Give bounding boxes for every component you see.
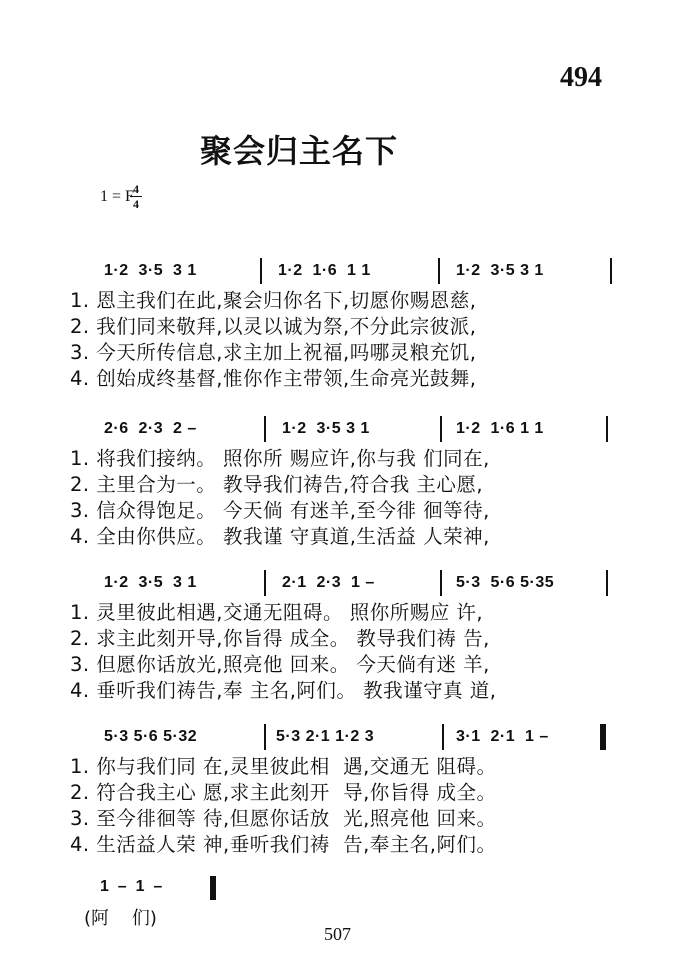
lyric-verse-3: 3. 至今徘徊等 待,但愿你话放 光,照亮他 回来。 bbox=[70, 807, 497, 830]
key-signature: 1 = F bbox=[100, 188, 134, 205]
lyric-verse-3: 3. 信众得饱足。 今天倘 有迷羊,至今徘 徊等待, bbox=[70, 499, 490, 522]
notes-row bbox=[0, 254, 680, 284]
lyric-verse-1: 1. 将我们接纳。 照你所 赐应许,你与我 们同在, bbox=[70, 447, 490, 470]
amen-lyric: (阿 们) bbox=[84, 908, 157, 929]
barline bbox=[260, 258, 262, 284]
lyric-verse-2: 2. 求主此刻开导,你旨得 成全。 教导我们祷 告, bbox=[70, 627, 490, 650]
hymn-title: 聚会归主名下 bbox=[200, 132, 399, 170]
measure-1-notes: 1·2 3·5 3 1 bbox=[104, 262, 197, 279]
lyric-verse-1: 1. 恩主我们在此,聚会归你名下,切愿你赐恩慈, bbox=[70, 289, 477, 312]
time-signature-bottom: 4 bbox=[133, 197, 139, 211]
measure-2-notes: 1·2 3·5 3 1 bbox=[282, 420, 370, 437]
measure-3-notes: 5·3 5·6 5·35 bbox=[456, 574, 555, 591]
lyric-verse-3: 3. 但愿你话放光,照亮他 回来。 今天倘有迷 羊, bbox=[70, 653, 490, 676]
notes-row bbox=[0, 412, 680, 442]
barline bbox=[264, 570, 266, 596]
page-number: 507 bbox=[324, 924, 351, 944]
amen-final-barline bbox=[210, 876, 216, 900]
final-barline bbox=[600, 724, 606, 750]
measure-2-notes: 1·2 1·6 1 1 bbox=[278, 262, 371, 279]
time-signature bbox=[130, 182, 142, 211]
barline bbox=[264, 724, 266, 750]
lyric-verse-3: 3. 今天所传信息,求主加上祝福,吗哪灵粮充饥, bbox=[70, 341, 477, 364]
amen-notes: 1 – 1 – bbox=[100, 878, 163, 895]
measure-2-notes: 5·3 2·1 1·2 3 bbox=[276, 728, 375, 745]
lyric-verse-2: 2. 主里合为一。 教导我们祷告,符合我 主心愿, bbox=[70, 473, 484, 496]
lyric-verse-4: 4. 创始成终基督,惟你作主带领,生命亮光鼓舞, bbox=[70, 367, 477, 390]
barline bbox=[440, 416, 442, 442]
barline bbox=[606, 416, 608, 442]
notes-row bbox=[0, 720, 680, 750]
time-signature-top: 4 bbox=[133, 182, 139, 196]
barline bbox=[442, 724, 444, 750]
lyric-verse-1: 1. 你与我们同 在,灵里彼此相 遇,交通无 阻碍。 bbox=[70, 755, 497, 778]
lyric-verse-2: 2. 符合我主心 愿,求主此刻开 导,你旨得 成全。 bbox=[70, 781, 497, 804]
measure-1-notes: 2·6 2·3 2 – bbox=[104, 420, 197, 437]
measure-1-notes: 5·3 5·6 5·32 bbox=[104, 728, 198, 745]
lyric-verse-1: 1. 灵里彼此相遇,交通无阻碍。 照你所赐应 许, bbox=[70, 601, 484, 624]
barline bbox=[440, 570, 442, 596]
lyric-verse-4: 4. 全由你供应。 教我谨 守真道,生活益 人荣神, bbox=[70, 525, 490, 548]
barline bbox=[438, 258, 440, 284]
barline bbox=[264, 416, 266, 442]
measure-3-notes: 1·2 1·6 1 1 bbox=[456, 420, 544, 437]
measure-3-notes: 3·1 2·1 1 – bbox=[456, 728, 549, 745]
measure-1-notes: 1·2 3·5 3 1 bbox=[104, 574, 197, 591]
lyric-verse-2: 2. 我们同来敬拜,以灵以诚为祭,不分此宗彼派, bbox=[70, 315, 477, 338]
barline bbox=[610, 258, 612, 284]
measure-3-notes: 1·2 3·5 3 1 bbox=[456, 262, 544, 279]
barline bbox=[606, 570, 608, 596]
lyric-verse-4: 4. 生活益人荣 神,垂听我们祷 告,奉主名,阿们。 bbox=[70, 833, 497, 856]
hymn-number: 494 bbox=[560, 62, 602, 93]
notes-row bbox=[0, 566, 680, 596]
lyric-verse-4: 4. 垂听我们祷告,奉 主名,阿们。 教我谨守真 道, bbox=[70, 679, 497, 702]
measure-2-notes: 2·1 2·3 1 – bbox=[282, 574, 375, 591]
